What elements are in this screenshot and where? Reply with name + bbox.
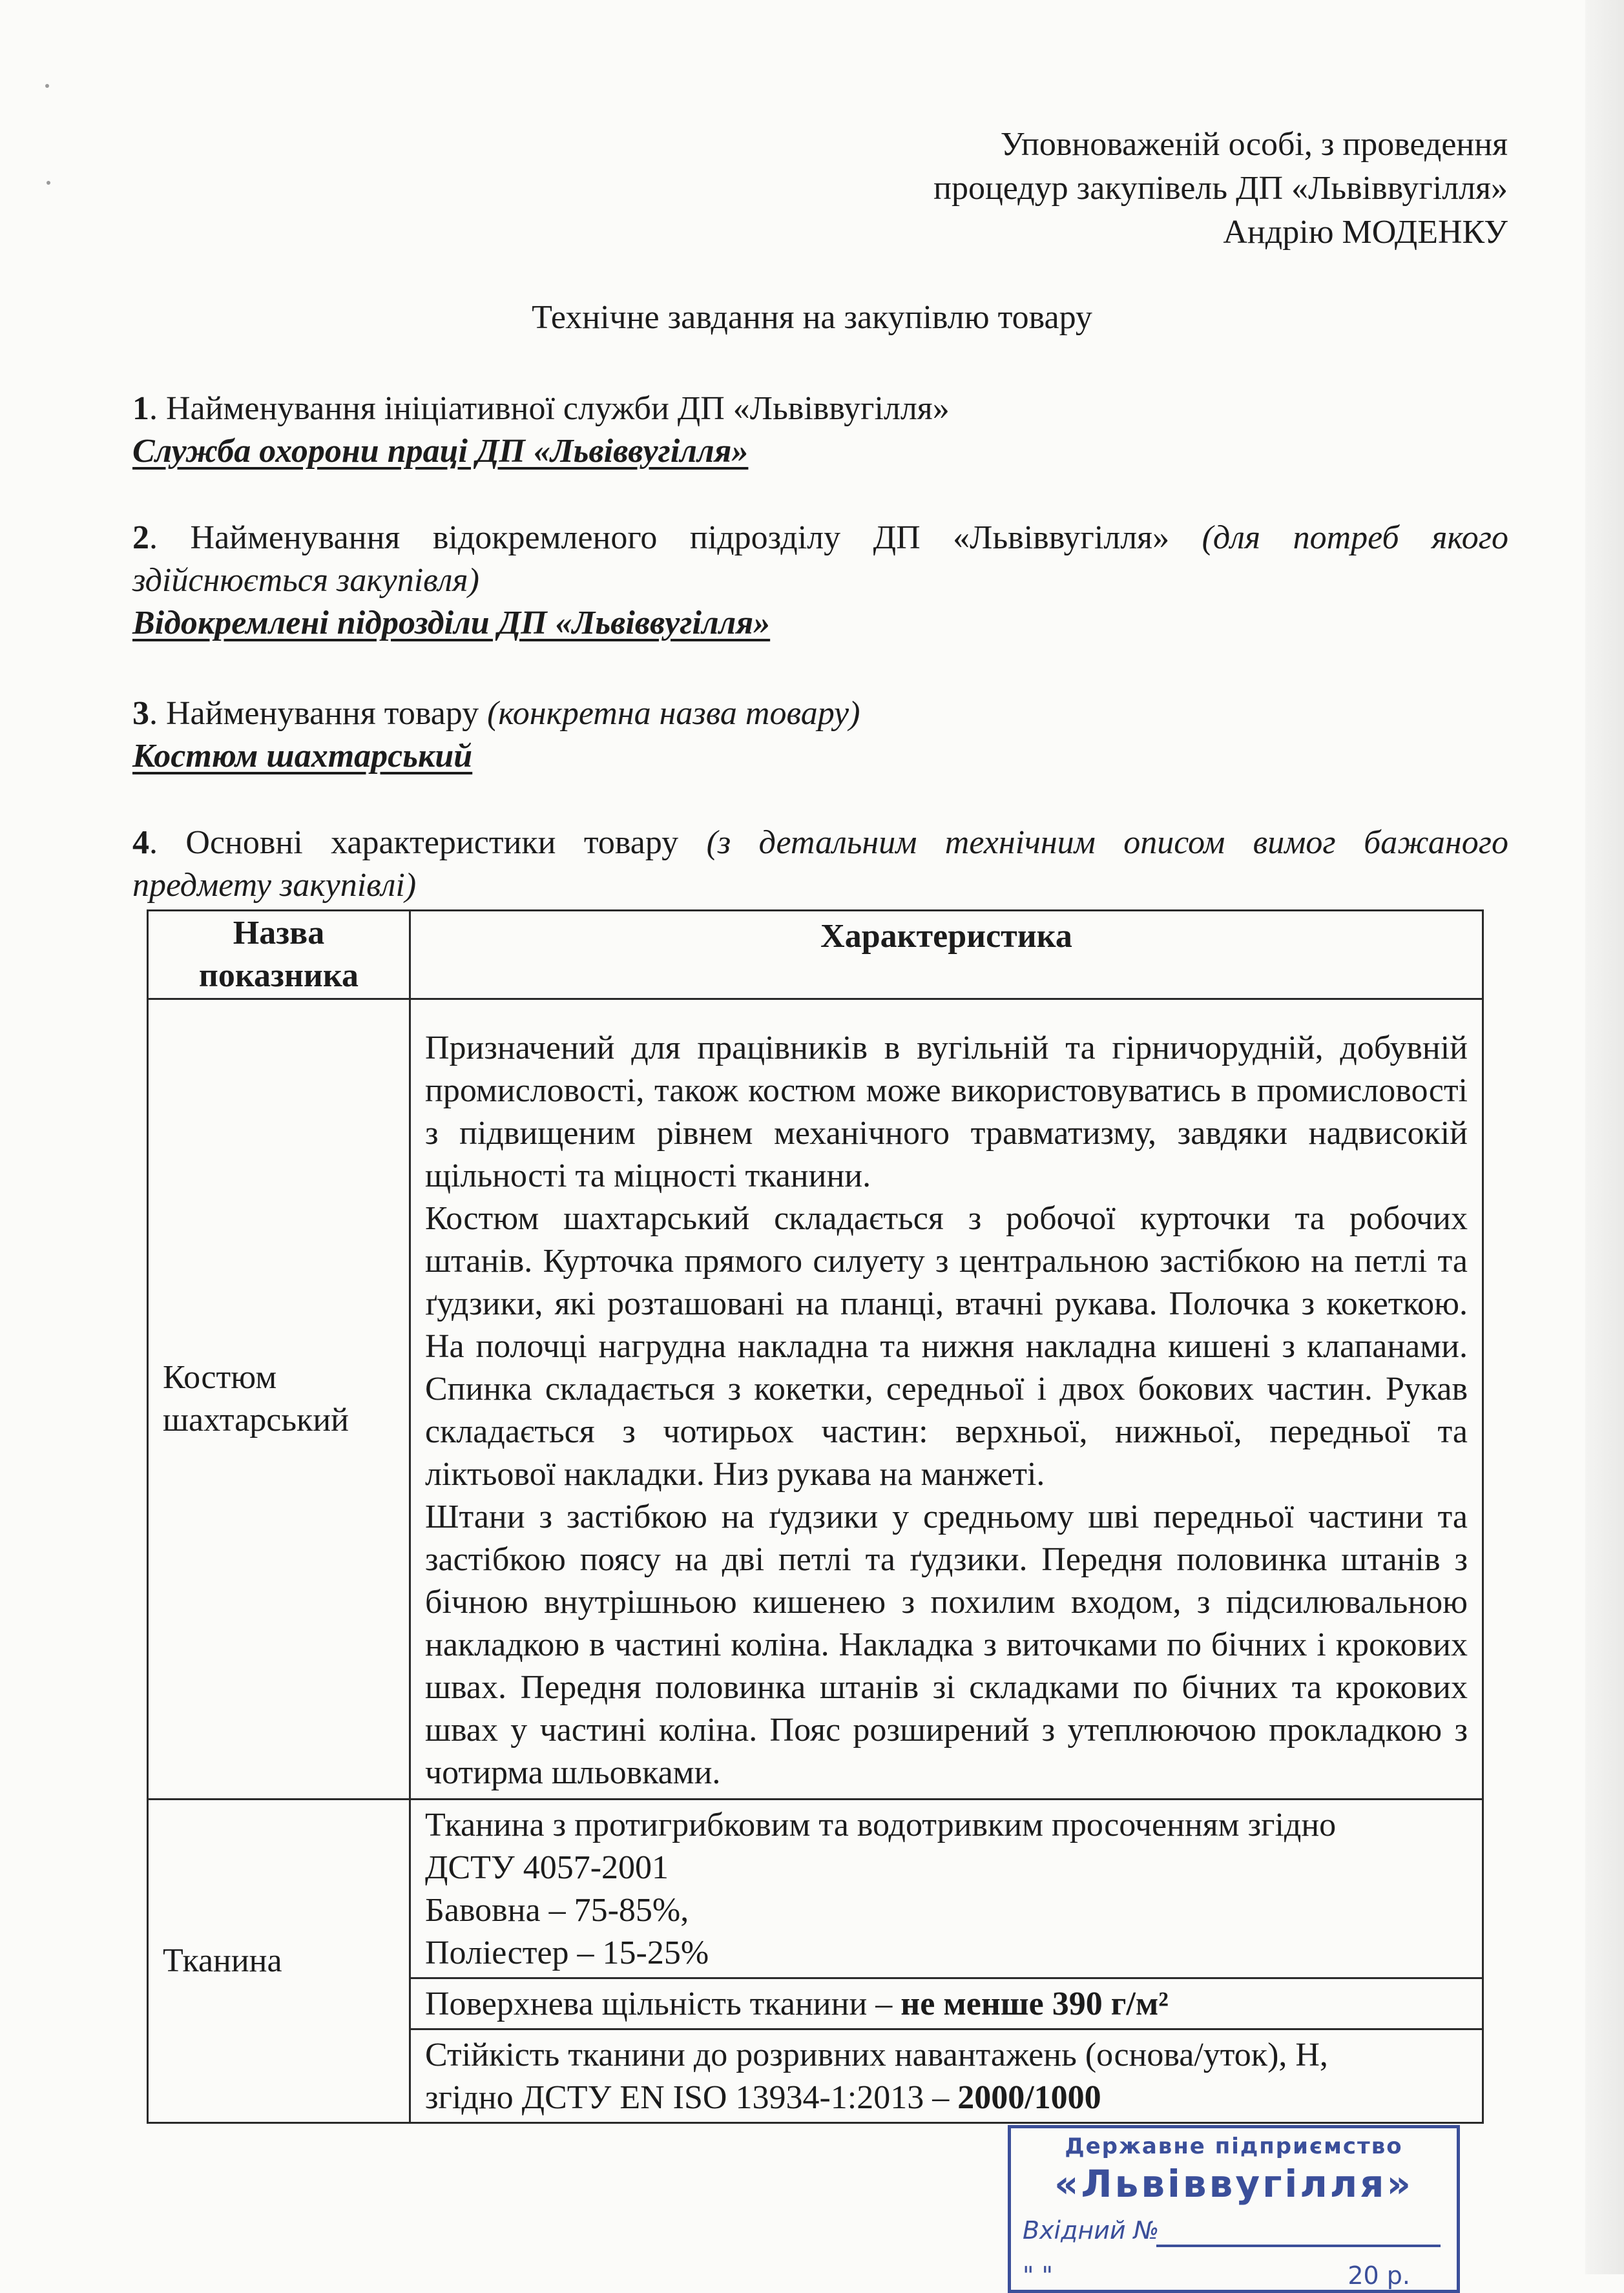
header-indicator-name [148,911,410,999]
section-4-heading [132,822,1508,864]
section-3-heading [132,692,1508,735]
section-separate-unit [132,517,1508,645]
stamp-date-line [1023,2261,1436,2290]
section-hint: (для потреб якого [1202,519,1508,556]
stamp-date-year: 20 р. [1348,2261,1410,2290]
fabric-text: ДСТУ 4057-2001 [425,1849,669,1886]
section-hint: (конкретна назва товару) [487,695,860,732]
section-2-heading [132,517,1508,559]
section-2-answer: Відокремлені підрозділи ДП «Львіввугілля» [132,605,771,641]
description-paragraph: Костюм шахтарський складається з робочої курточки та робочих штанів. Курточка прямого силуету з центральною застібкою на петлі та ґудзики, які розташовані на планці, втачні рукава. Полочка з кокеткою. На полочці нагрудна накладна та нижня накладна кишені з клапанами. Спинка складається з кокетки, середньої і двох бокових частин. Рукав складається з чотирьох частин: верхньої, нижньої, передньої та ліктьової накладки. Низ рукава на манжеті. [425,1200,1468,1493]
stamp-org-type: Державне підприємство [1065,2133,1403,2159]
section-label: . Найменування товару [149,695,488,732]
fabric-composition [410,1800,1483,1978]
header-characteristic: Характеристика [410,911,1483,999]
section-3-answer: Костюм шахтарський [132,738,473,774]
section-hint: предмету закупівлі) [132,867,417,904]
stamp-date-quotes: " " [1023,2261,1054,2290]
strength-text: Стійкість тканини до розривних навантажень (основа/уток), Н, [425,2037,1328,2073]
row-description-suit [410,999,1483,1800]
addressee-line-1: Уповноваженій особі, з проведення [1000,126,1508,163]
section-1-heading [132,388,1508,430]
section-number: 3 [132,695,149,732]
fabric-text: Бавовна – 75-85%, [425,1892,689,1929]
row-name-text: Костюм [163,1358,277,1396]
header-text: Назва [233,915,325,951]
row-name-text: шахтарський [163,1401,349,1438]
document-title: Технічне завдання на закупівлю товару [532,299,1092,336]
fabric-text: Поліестер – 15-25% [425,1935,709,1971]
table-row [148,999,1483,1800]
section-label: . Найменування ініціативної служби ДП «Львіввугілля» [149,390,950,427]
density-label: Поверхнева щільність тканини – [425,1986,901,2022]
section-product-name [132,692,1508,778]
section-number: 2 [132,519,149,556]
addressee-line-2: процедур закупівель ДП «Львіввугілля» [933,170,1508,207]
section-hint: (з детальним технічним описом вимог бажаного [706,824,1509,861]
fabric-text: Тканина з протигрибковим та водотривким просоченням згідно [425,1807,1337,1843]
section-hint: здійснюється закупівля) [132,562,479,599]
section-label: . Основні характеристики товару [149,824,707,861]
density-value: не менше 390 г/м² [900,1986,1169,2022]
row-name-suit [148,999,410,1800]
fabric-density [410,1978,1483,2029]
strength-text: згідно ДСТУ EN ISO 13934-1:2013 – [425,2079,958,2116]
scan-speck [47,181,50,185]
section-initiating-service [132,388,1508,473]
strength-value: 2000/1000 [957,2079,1101,2116]
table-header-row [148,911,1483,999]
stamp-number-line [1156,2245,1441,2247]
addressee-block [603,123,1508,254]
section-label: . Найменування відокремленого підрозділу ДП «Львіввугілля» [149,519,1202,556]
section-number: 1 [132,390,149,427]
description-paragraph: Призначений для працівників в вугільній та гірничорудній, добувній промисловості, також костюм може використовуватись в промисловості з підвищеним рівнем механічного травматизму, завдяки надвисокій щільності та міцності тканини. [425,1030,1468,1194]
header-text: показника [198,957,359,994]
fabric-strength [410,2029,1483,2123]
addressee-line-3: Андрію МОДЕНКУ [1223,214,1508,251]
section-number: 4 [132,824,149,861]
row-name-fabric: Тканина [148,1800,410,2123]
section-characteristics [132,822,1508,907]
description-paragraph: Штани з застібкою на ґудзики у средньому шві передньої частини та застібкою поясу на дві петлі та ґудзики. Передня половинка штанів з бічною внутрішньою кишенею з похилим входом, з підсилювальною накладкою в частині коліна. Накладка з виточками по бічних і крокових швах. Передня половинка штанів зі складками по бічних та крокових швах у частині коліна. Пояс розширений з утеплюючою прокладкою з чотирма шльовками. [425,1499,1468,1791]
characteristics-table [147,909,1484,2124]
stamp-incoming-number-label: Вхідний № [1023,2216,1160,2245]
scan-speck [45,84,49,88]
scan-edge [1585,0,1624,2274]
stamp-org-name: «Львіввугілля» [1054,2162,1413,2206]
section-1-answer: Служба охорони праці ДП «Львіввугілля» [132,433,749,470]
table-row [148,1800,1483,1978]
incoming-registration-stamp [1008,2125,1460,2293]
